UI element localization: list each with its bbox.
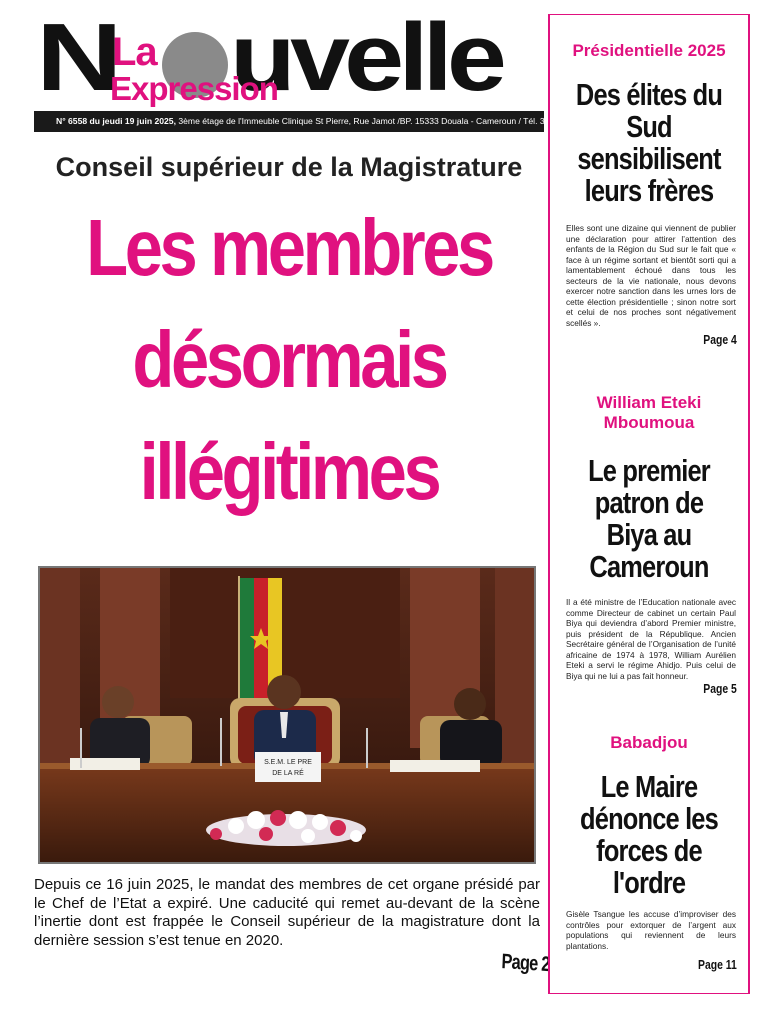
sidebar-story-2 xyxy=(550,393,748,696)
masthead-la: La xyxy=(112,30,157,74)
story3-body: Gisèle Tsangue les accuse d’improviser des contrôles pour extorquer de l’argent aux populations qui reviennent de leurs plantations. xyxy=(566,909,736,951)
story2-headline: Le premier patron de Biya au Cameroun xyxy=(588,453,710,584)
masthead-logo xyxy=(34,4,544,111)
story3-page-ref: Page 11 xyxy=(698,957,737,972)
story1-page-ref: Page 4 xyxy=(703,332,737,347)
headline-line-2: désormais xyxy=(132,315,446,404)
story2-body: Il a été ministre de l’Education nationale avec comme Directeur de cabinet un certain Paul Biya qui deviendra d’abord Premier ministre, puis président de la République. Ancien Secrétaire général de l’Organisation de l’unité africaine de 1974 à 1978, William Aurélien Eteki a servi le régime Ahidjo. Puis celui de Biya qui ne lui a pas fait honneur. xyxy=(566,597,736,681)
issue-info-bar xyxy=(34,111,653,132)
main-headline xyxy=(66,192,511,528)
photo-nameplate-line-2: DE LA RÉ xyxy=(272,770,304,777)
sidebar xyxy=(548,14,750,994)
main-lede: Depuis ce 16 juin 2025, le mandat des membres de cet organe présidé par le Chef de l’Etat a expiré. Une caducité qui remet au-devant de la scène l’inertie dont est frappée le Conseil supérieur de la magistrature dont la dernière session s’est tenue en 2020. xyxy=(34,876,540,949)
headline-line-3: illégitimes xyxy=(139,427,439,516)
masthead-letters-uvelle: uvelle xyxy=(230,4,502,111)
headline-line-1: Les membres xyxy=(86,203,492,292)
publisher-address: 3ème étage de l'Immeuble Clinique St Pierre, Rue Jamot /BP. 15333 Douala - Cameroun / Tél. 33 43 22 27 / Fax. 33 43 26 6 xyxy=(175,116,653,126)
story2-kicker: William Eteki Mboumoua xyxy=(596,393,702,432)
story2-page-ref: Page 5 xyxy=(703,681,737,696)
masthead-expression: Expression xyxy=(110,70,278,107)
photo-nameplate-line-1: S.E.M. LE PRE xyxy=(264,759,312,766)
story3-headline: Le Maire dénonce les forces de l'ordre xyxy=(580,769,718,900)
sidebar-story-1 xyxy=(550,41,748,347)
story1-body: Elles sont une dizaine qui viennent de publier une déclaration pour attirer l’attention des enfants de la Région du Sud sur le fait que « face à un régime sortant et bientôt sorti qui a lamentablement échoué dans tous les secteurs de la vie nationale, nous devons exercer notre sanction dans les urnes lors de cette élection présidentielle ; sinon notre sort et celui de nos proches sont négativement scellés ». xyxy=(566,223,736,328)
sidebar-story-3 xyxy=(550,733,748,972)
story1-kicker: Présidentielle 2025 xyxy=(572,41,726,60)
front-page-photo xyxy=(38,566,536,864)
main-kicker: Conseil supérieur de la Magistrature xyxy=(55,152,523,182)
story1-headline: Des élites du Sud sensibilisent leurs frères xyxy=(575,77,723,208)
issue-number: N° 6558 du jeudi 19 juin 2025, xyxy=(56,116,176,126)
masthead-letter-n: N xyxy=(36,4,118,111)
story3-kicker: Babadjou xyxy=(610,733,688,752)
main-page-ref: Page 2 xyxy=(501,950,551,977)
